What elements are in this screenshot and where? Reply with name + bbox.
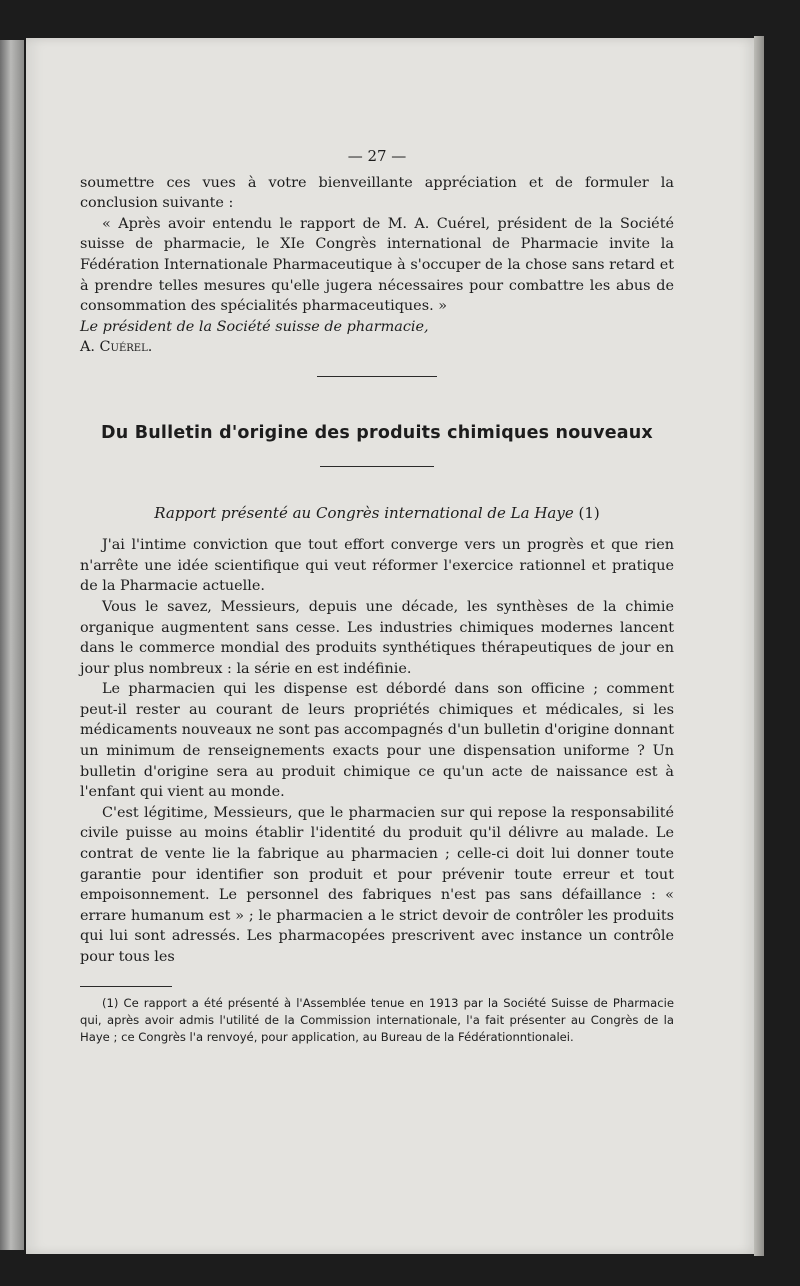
page-stack-edge <box>754 36 764 1256</box>
report-title-text: Rapport présenté au Congrès international de La Haye <box>154 503 574 522</box>
signature-title: Le président de la Société suisse de pharmacie, <box>80 318 429 335</box>
section-divider-top <box>317 376 437 377</box>
body-paragraph: Vous le savez, Messieurs, depuis une décade, les synthèses de la chimie organique augmentent sans cesse. Les industries chimiques modernes lancent dans le commerce mondial des produits synthétiques thérapeutiques de jour en jour plus nombreux : la série en est indéfinie. <box>80 598 674 677</box>
resolution-quote: « Après avoir entendu le rapport de M. A. Cuérel, président de la Société suisse de pharmacie, le XIe Congrès international de Pharmacie invite la Fédération Internationale Pharmaceutique à s'occuper de la chose sans retard et à prendre telles mesures qu'elle jugera nécessaires pour combattre les abus de consommation des spécialités pharmaceutiques. » <box>80 215 674 315</box>
signature-name: A. Cuérel. <box>80 339 153 356</box>
footnote-ref: (1) <box>578 503 600 522</box>
footnote-divider <box>80 986 172 987</box>
body-paragraph: C'est légitime, Messieurs, que le pharmacien sur qui repose la responsabilité civile puisse au moins établir l'identité du produit qu'il délivre au malade. Le contrat de vente lie la fabrique au pharmacien ; celle-ci doit lui donner toute garantie pour identifier son produit et pour prévenir toute erreur et tout empoisonnement. Le personnel des fabriques n'est pas sans défaillance : « errare humanum est » ; le pharmacien a le strict devoir de contrôler les produits qui lui sont adressés. Les pharmacopées prescrivent avec instance un contrôle pour tous les <box>80 804 674 965</box>
body-text <box>80 535 674 967</box>
section-divider-bottom <box>320 466 434 467</box>
report-title <box>80 503 674 524</box>
page-content <box>80 146 674 1046</box>
book-page <box>26 38 754 1254</box>
footnote <box>80 995 674 1046</box>
footnote-text: (1) Ce rapport a été présenté à l'Assemblée tenue en 1913 par la Société Suisse de Pharmacie qui, après avoir admis l'utilité de la Commission internationale, l'a fait présenter au Congrès de la Haye ; ce Congrès l'a renvoyé, pour application, au Bureau de la Fédérationntionalei. <box>80 995 674 1044</box>
adjacent-page-edge <box>0 40 24 1250</box>
page-number: — 27 — <box>347 147 407 165</box>
intro-block <box>80 173 674 358</box>
section-title: Du Bulletin d'origine des produits chimiques nouveaux <box>101 422 653 443</box>
body-paragraph: Le pharmacien qui les dispense est débordé dans son officine ; comment peut-il rester au courant de leurs propriétés chimiques et médicales, si les médicaments nouveaux ne sont pas accompagnés d'un bulletin d'origine donnant un minimum de renseignements exacts pour une dispensation uniforme ? Un bulletin d'origine sera au produit chimique ce qu'un acte de naissance est à l'enfant qui vient au monde. <box>80 681 674 801</box>
body-paragraph: J'ai l'intime conviction que tout effort converge vers un progrès et que rien n'arrête une idée scientifique qui veut réformer l'exercice rationnel et pratique de la Pharmacie actuelle. <box>80 537 674 595</box>
intro-line: soumettre ces vues à votre bienveillante appréciation et de formuler la conclusion suivante : <box>80 174 674 212</box>
